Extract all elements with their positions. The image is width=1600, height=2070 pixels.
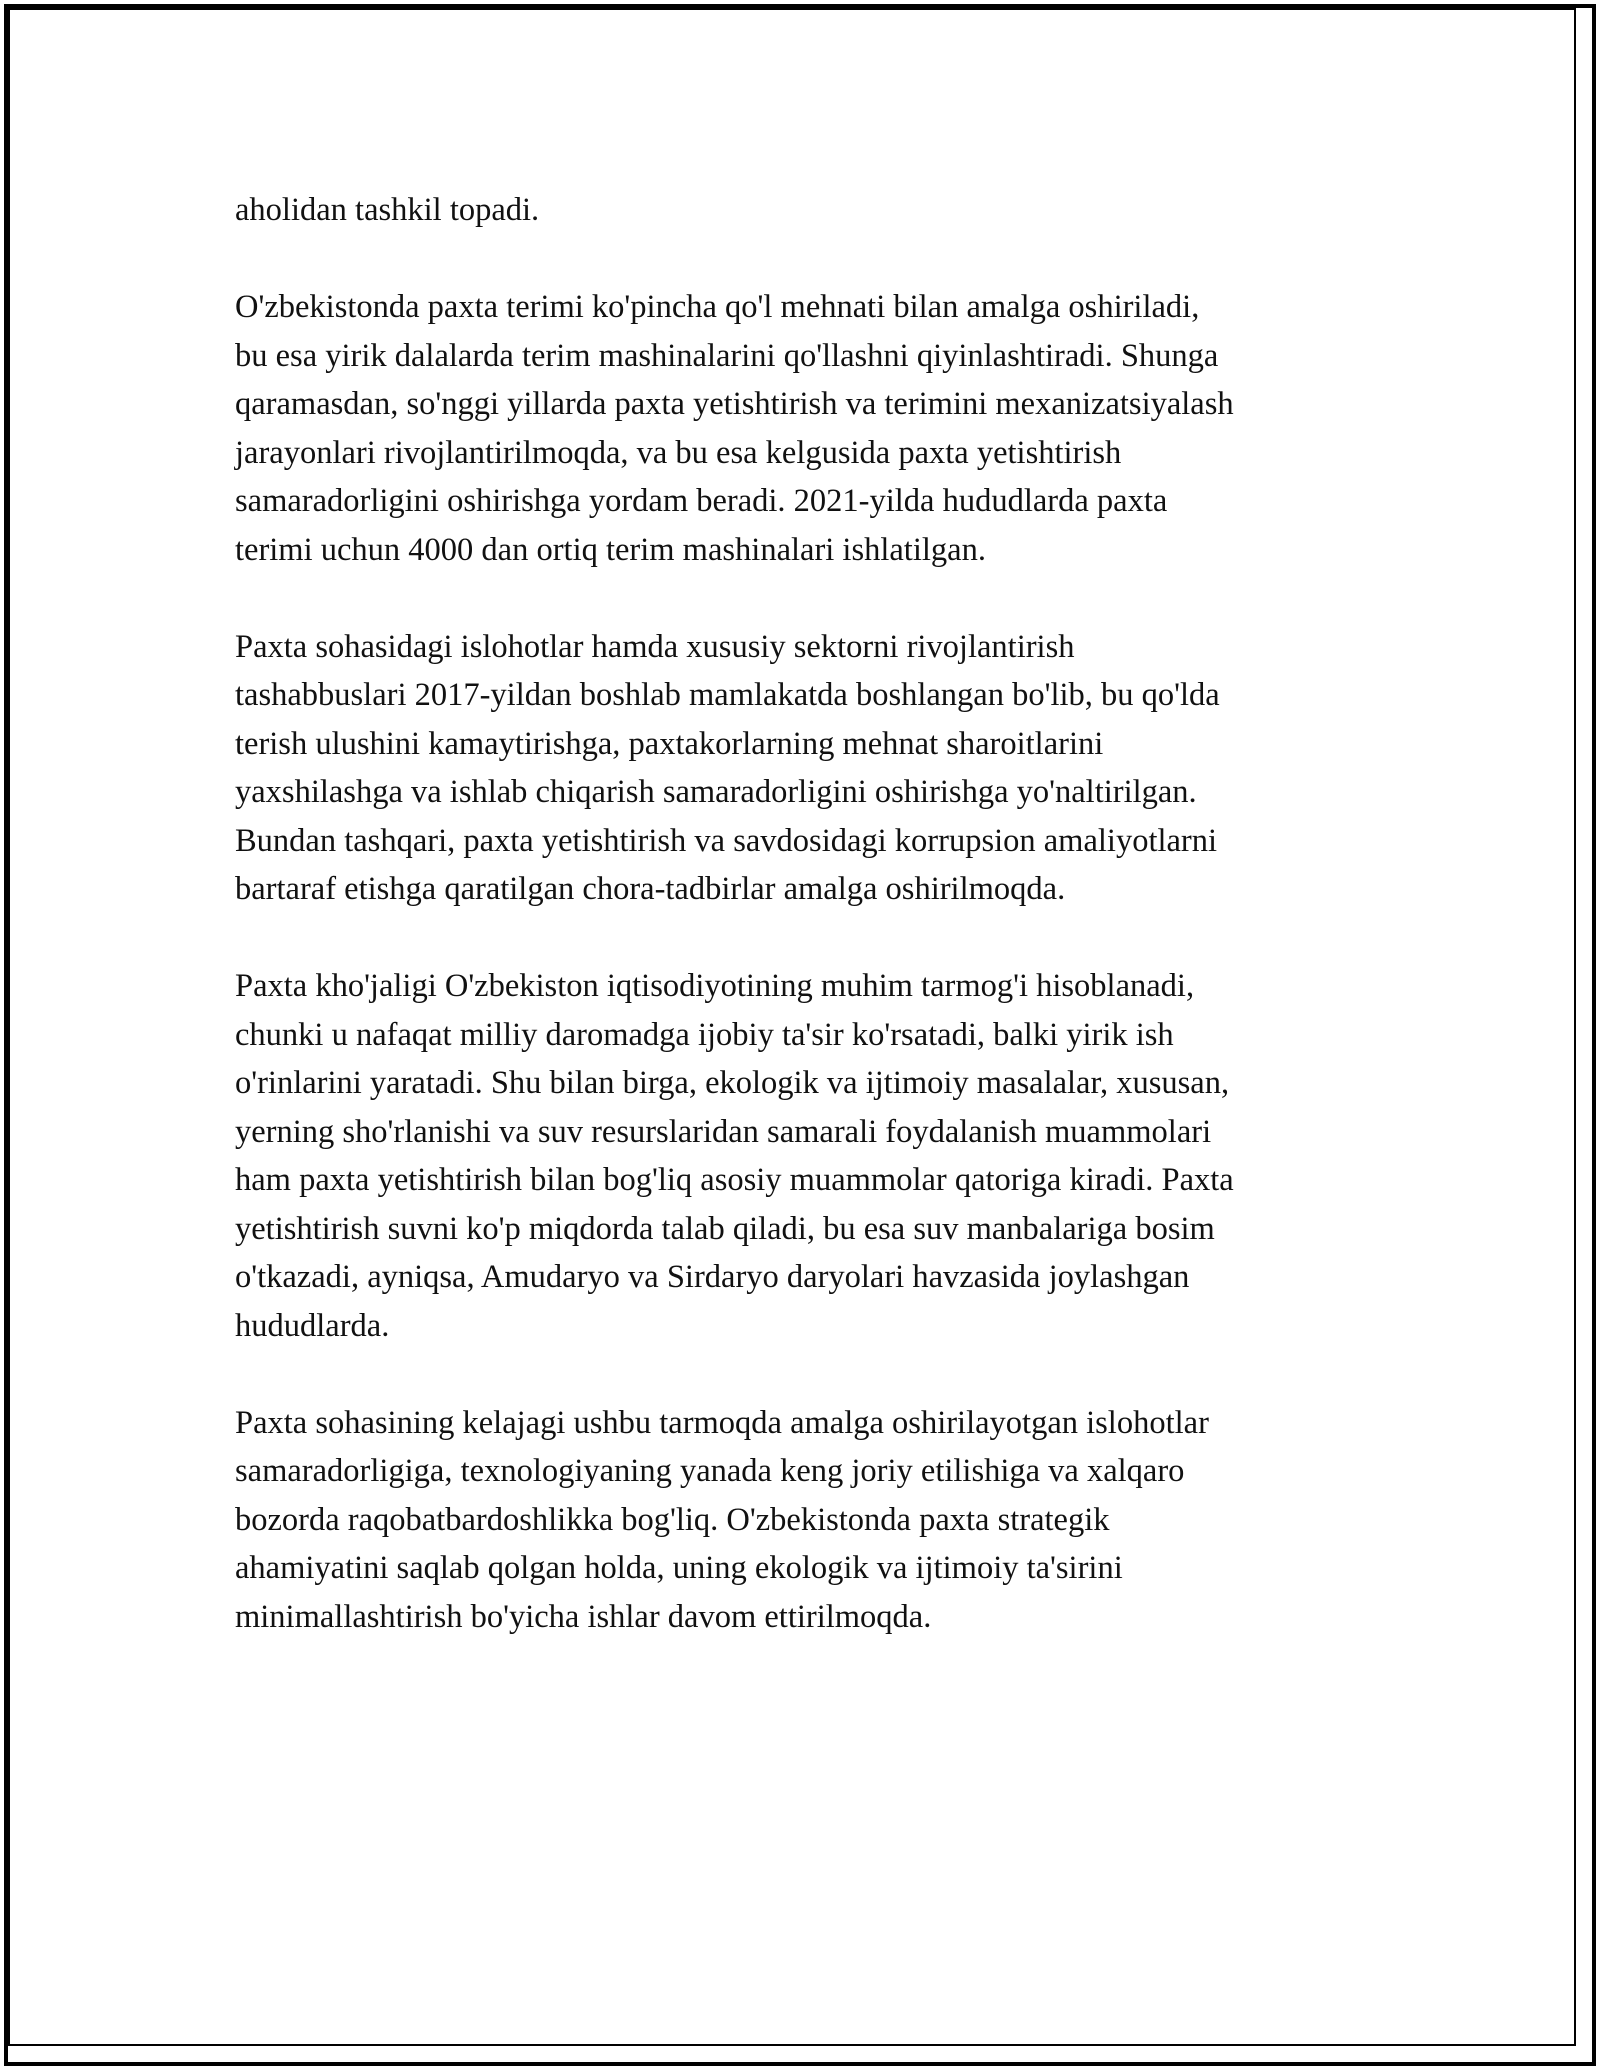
text-line: Paxta sohasidagi islohotlar hamda xususiy sektorni rivojlantirish bbox=[235, 628, 1075, 665]
text-line: O'zbekistonda paxta terimi ko'pincha qo'l mehnati bilan amalga oshiriladi, bbox=[235, 289, 1200, 325]
paragraph-3 bbox=[235, 623, 1385, 914]
text-line: samaradorligini oshirishga yordam beradi. 2021-yilda hududlarda paxta bbox=[235, 483, 1168, 519]
text-line: Bundan tashqari, paxta yetishtirish va savdosidagi korrupsion amaliyotlarni bbox=[235, 822, 1218, 859]
text-line: tashabbuslari 2017-yildan boshlab mamlakatda boshlangan bo'lib, bu qo'lda bbox=[235, 677, 1220, 713]
paragraph-5 bbox=[235, 1399, 1385, 1642]
text-line: yerning sho'rlanishi va suv resurslaridan samarali foydalanish muammolari bbox=[235, 1113, 1212, 1150]
paragraph-1 bbox=[235, 186, 1385, 235]
text-line: yetishtirish suvni ko'p miqdorda talab qiladi, bu esa suv manbalariga bosim bbox=[235, 1210, 1215, 1247]
text-line: Paxta kho'jaligi O'zbekiston iqtisodiyotining muhim tarmog'i hisoblanadi, bbox=[235, 968, 1195, 1004]
text-line: hududlarda. bbox=[235, 1307, 390, 1344]
text-line: qaramasdan, so'nggi yillarda paxta yetishtirish va terimini mexanizatsiyalash bbox=[235, 386, 1234, 422]
text-line: ahamiyatini saqlab qolgan holda, uning ekologik va ijtimoiy ta'sirini bbox=[235, 1550, 1123, 1586]
text-line: Paxta sohasining kelajagi ushbu tarmoqda amalga oshirilayotgan islohotlar bbox=[235, 1404, 1209, 1441]
text-line: jarayonlari rivojlantirilmoqda, va bu esa kelgusida paxta yetishtirish bbox=[235, 434, 1122, 471]
paragraph-4 bbox=[235, 962, 1385, 1350]
text-line: terimi uchun 4000 dan ortiq terim mashinalari ishlatilgan. bbox=[235, 531, 986, 568]
text-line: samaradorligiga, texnologiyaning yanada keng joriy etilishiga va xalqaro bbox=[235, 1453, 1185, 1489]
text-line: minimallashtirish bo'yicha ishlar davom ettirilmoqda. bbox=[235, 1598, 932, 1635]
document-body bbox=[235, 186, 1385, 1690]
text-line: bartaraf etishga qaratilgan chora-tadbirlar amalga oshirilmoqda. bbox=[235, 871, 1066, 907]
text-line: chunki u nafaqat milliy daromadga ijobiy ta'sir ko'rsatadi, balki yirik ish bbox=[235, 1016, 1174, 1053]
text-line: ham paxta yetishtirish bilan bog'liq asosiy muammolar qatoriga kiradi. Paxta bbox=[235, 1162, 1234, 1198]
text-line: o'tkazadi, ayniqsa, Amudaryo va Sirdaryo daryolari havzasida joylashgan bbox=[235, 1259, 1190, 1295]
text-line: yaxshilashga va ishlab chiqarish samaradorligini oshirishga yo'naltirilgan. bbox=[235, 774, 1197, 810]
paragraph-2 bbox=[235, 283, 1385, 574]
text-line: bu esa yirik dalalarda terim mashinalarini qo'llashni qiyinlashtiradi. Shunga bbox=[235, 337, 1219, 374]
text-line: aholidan tashkil topadi. bbox=[235, 192, 540, 228]
text-line: bozorda raqobatbardoshlikka bog'liq. O'zbekistonda paxta strategik bbox=[235, 1501, 1110, 1538]
text-line: o'rinlarini yaratadi. Shu bilan birga, ekologik va ijtimoiy masalalar, xususan, bbox=[235, 1065, 1230, 1101]
text-line: terish ulushini kamaytirishga, paxtakorlarning mehnat sharoitlarini bbox=[235, 725, 1104, 762]
